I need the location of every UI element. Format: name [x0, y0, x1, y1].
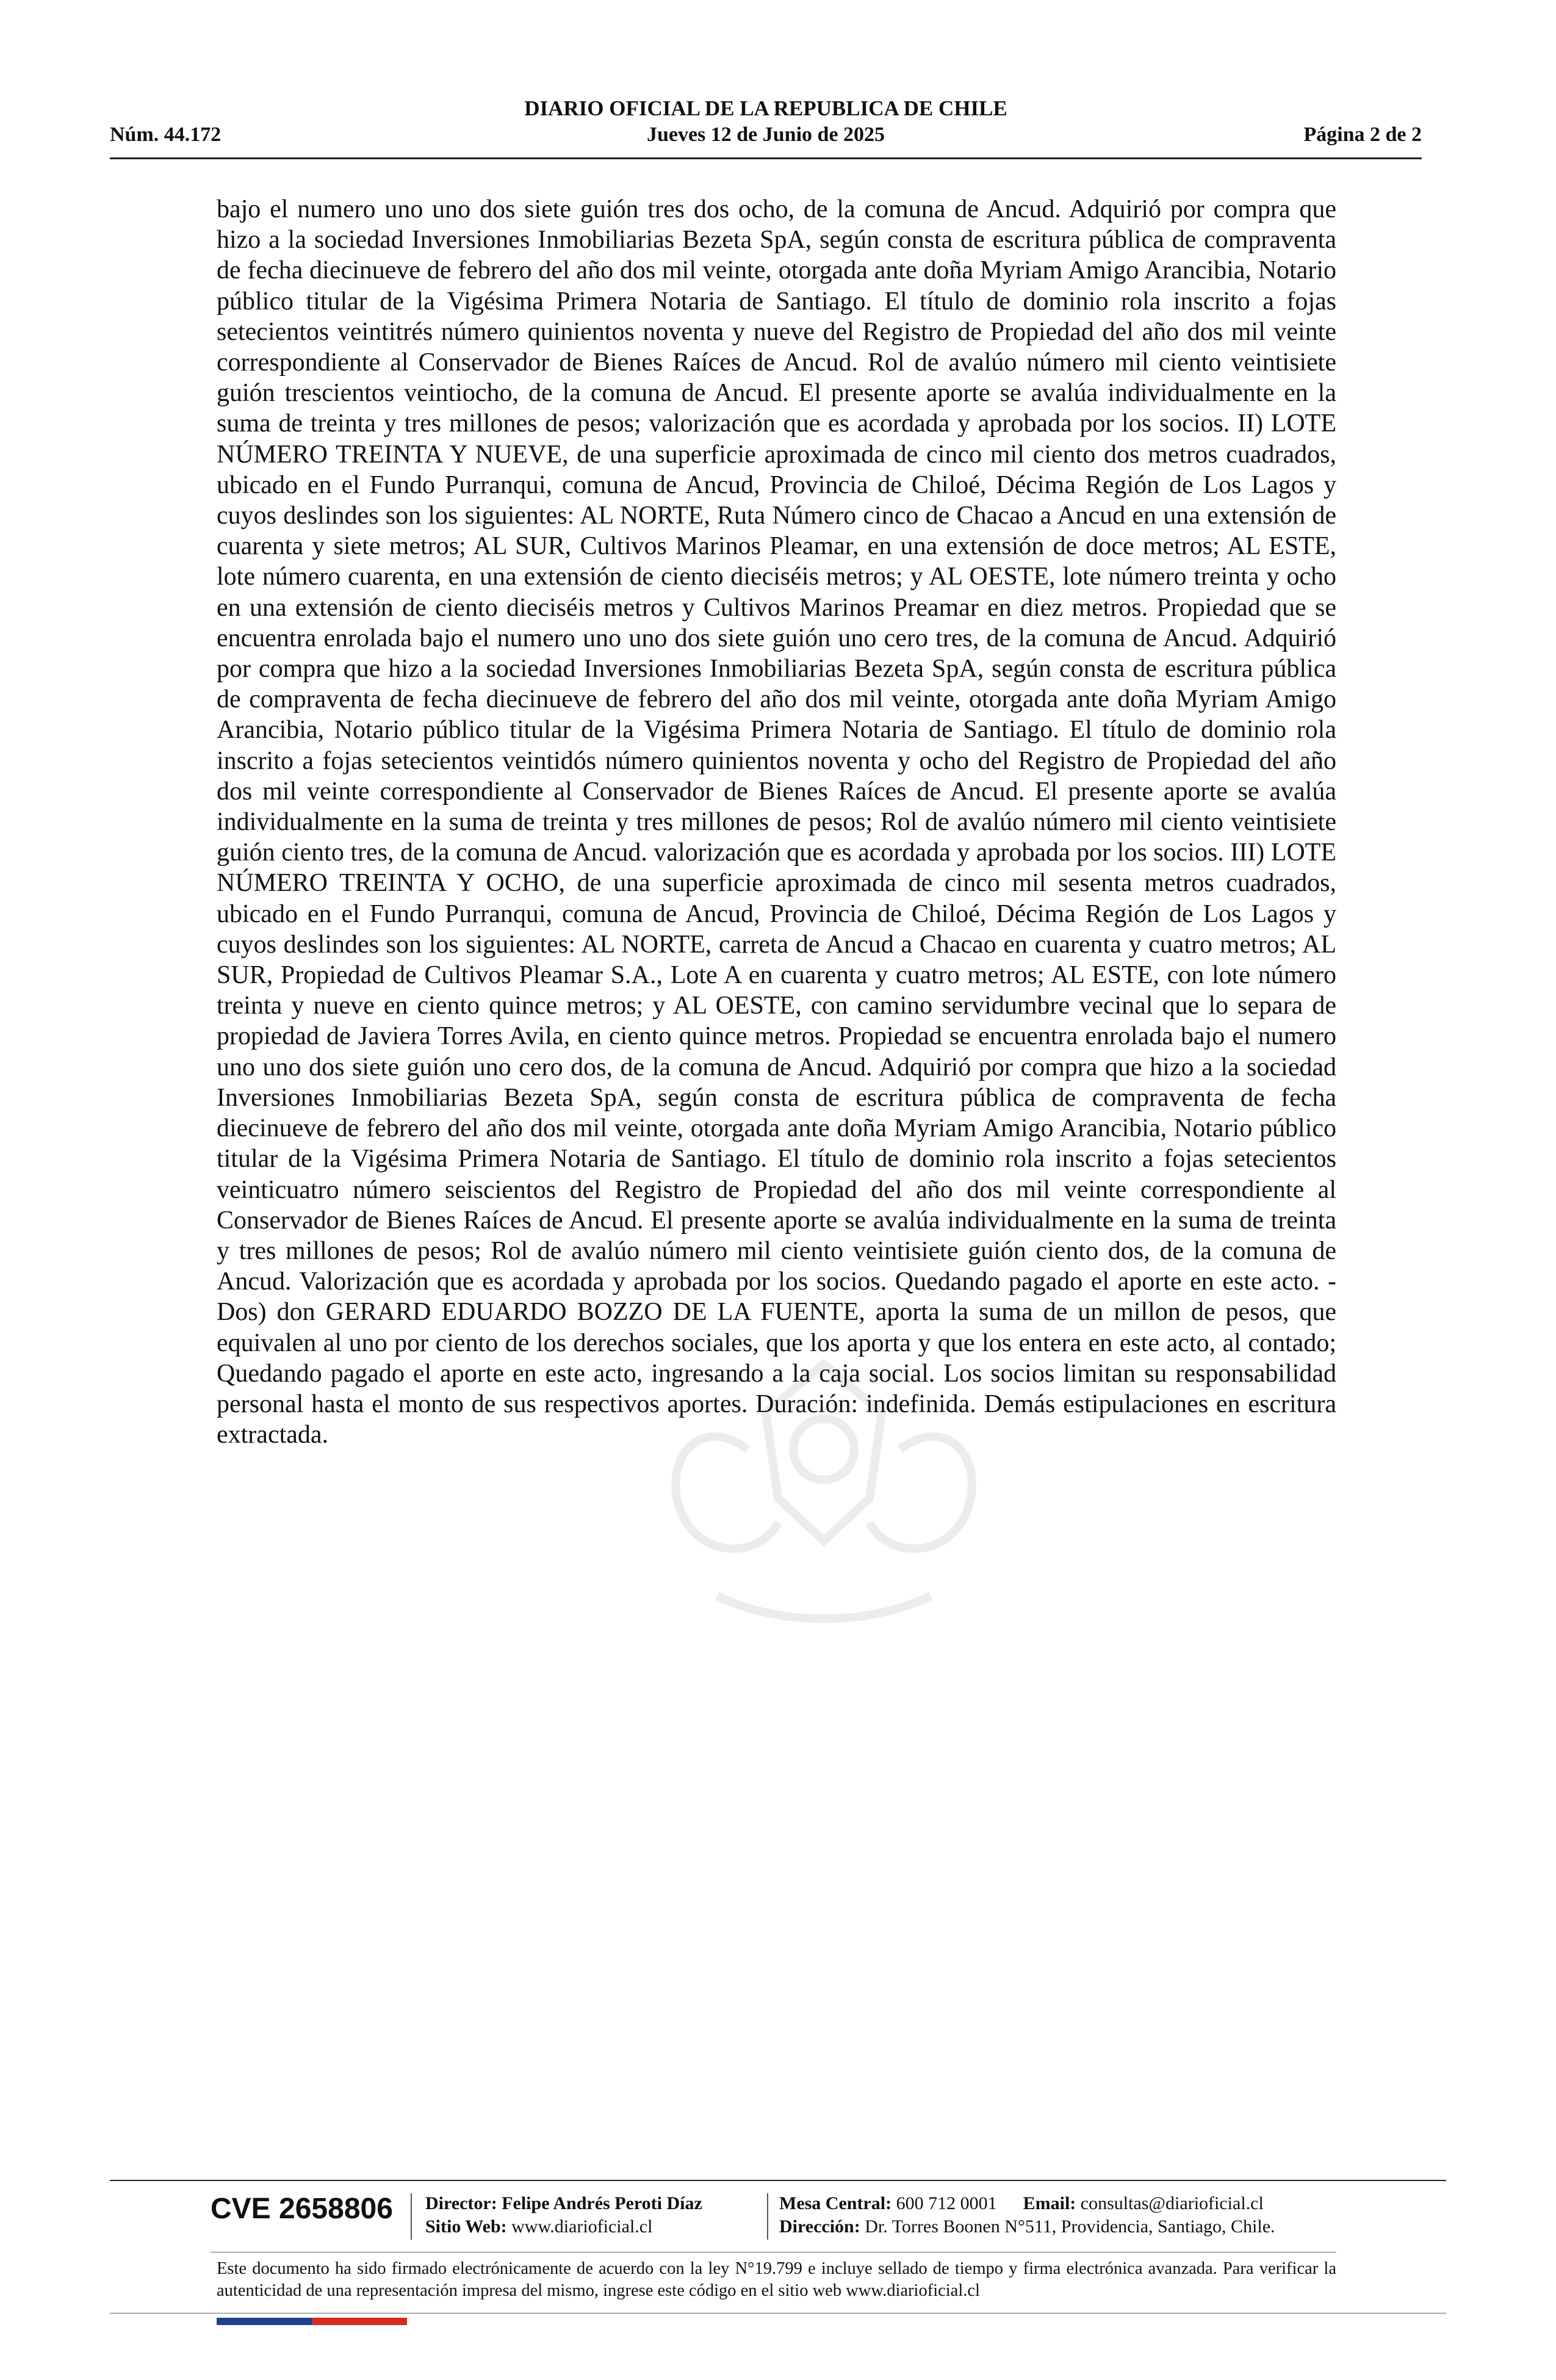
footer-director-block — [425, 2192, 702, 2238]
flag-red-segment — [312, 2318, 407, 2325]
page-indicator: Página 2 de 2 — [1303, 123, 1422, 146]
flag-blue-segment — [217, 2318, 312, 2325]
header-divider — [110, 157, 1422, 159]
document-body: bajo el numero uno uno dos siete guión tres dos ocho, de la comuna de Ancud. Adquirió por compra que hizo a la sociedad Inversiones Inmobiliarias Bezeta SpA, según consta de escritura pública de compraventa de fecha diecinueve de febrero del año dos mil veinte, otorgada ante doña Myriam Amigo Arancibia, Notario público titular de la Vigésima Primera Notaria de Santiago. El título de dominio rola inscrito a fojas setecientos veintitrés número quinientos noventa y nueve del Registro de Propiedad del año dos mil veinte correspondiente al Conservador de Bienes Raíces de Ancud. Rol de avalúo número mil ciento veintisiete guión trescientos veintiocho, de la comuna de Ancud. El presente aporte se avalúa individualmente en la suma de treinta y tres millones de pesos; valorización que es acordada y aprobada por los socios. II) LOTE NÚMERO TREINTA Y NUEVE, de una superficie aproximada de cinco mil ciento dos metros cuadrados, ubicado en el Fundo Purranqui, comuna de Ancud, Provincia de Chiloé, Décima Región de Los Lagos y cuyos deslindes son los siguientes: AL NORTE, Ruta Número cinco de Chacao a Ancud en una extensión de cuarenta y siete metros; AL SUR, Cultivos Marinos Pleamar, en una extensión de doce metros; AL ESTE, lote número cuarenta, en una extensión de ciento dieciséis metros; y AL OESTE, lote número treinta y ocho en una extensión de ciento dieciséis metros y Cultivos Marinos Preamar en diez metros. Propiedad que se encuentra enrolada bajo el numero uno uno dos siete guión uno cero tres, de la comuna de Ancud. Adquirió por compra que hizo a la sociedad Inversiones Inmobiliarias Bezeta SpA, según consta de escritura pública de compraventa de fecha diecinueve de febrero del año dos mil veinte, otorgada ante doña Myriam Amigo Arancibia, Notario público titular de la Vigésima Primera Notaria de Santiago. El título de dominio rola inscrito a fojas setecientos veintidós número quinientos noventa y ocho del Registro de Propiedad del año dos mil veinte correspondiente al Conservador de Bienes Raíces de Ancud. El presente aporte se avalúa individualmente en la suma de treinta y tres millones de pesos; Rol de avalúo número mil ciento veintisiete guión ciento tres, de la comuna de Ancud. valorización que es acordada y aprobada por los socios. III) LOTE NÚMERO TREINTA Y OCHO, de una superficie aproximada de cinco mil sesenta metros cuadrados, ubicado en el Fundo Purranqui, comuna de Ancud, Provincia de Chiloé, Décima Región de Los Lagos y cuyos deslindes son los siguientes: AL NORTE, carreta de Ancud a Chacao en cuarenta y cuatro metros; AL SUR, Propiedad de Cultivos Pleamar S.A., Lote A en cuarenta y cuatro metros; AL ESTE, con lote número treinta y nueve en ciento quince metros; y AL OESTE, con camino servidumbre vecinal que lo separa de propiedad de Javiera Torres Avila, en ciento quince metros. Propiedad se encuentra enrolada bajo el numero uno uno dos siete guión uno cero dos, de la comuna de Ancud. Adquirió por compra que hizo a la sociedad Inversiones Inmobiliarias Bezeta SpA, según consta de escritura pública de compraventa de fecha diecinueve de febrero del año dos mil veinte, otorgada ante doña Myriam Amigo Arancibia, Notario público titular de la Vigésima Primera Notaria de Santiago. El título de dominio rola inscrito a fojas setecientos veinticuatro número seiscientos del Registro de Propiedad del año dos mil veinte correspondiente al Conservador de Bienes Raíces de Ancud. El presente aporte se avalúa individualmente en la suma de treinta y tres millones de pesos; Rol de avalúo número mil ciento veintisiete guión ciento dos, de la comuna de Ancud. Valorización que es acordada y aprobada por los socios. Quedando pagado el aporte en este acto. - Dos) don GERARD EDUARDO BOZZO DE LA FUENTE, aporta la suma de un millon de pesos, que equivalen al uno por ciento de los derechos sociales, que los aporta y que los entera en este acto, al contado; Quedando pagado el aporte en este acto, ingresando a la caja social. Los socios limitan su responsabilidad personal hasta el monto de sus respectivos aportes. Duración: indefinida. Demás estipulaciones en escritura extractada. — [217, 195, 1343, 1449]
page-header — [110, 92, 1422, 159]
issue-number: Núm. 44.172 — [110, 123, 222, 146]
website-link[interactable]: www.diarioficial.cl — [511, 2216, 653, 2237]
director-label: Director: — [425, 2193, 497, 2213]
footer-separator — [767, 2193, 768, 2240]
phone-label: Mesa Central: — [779, 2193, 892, 2213]
email-label: Email: — [1023, 2193, 1076, 2213]
director-name: Felipe Andrés Peroti Díaz — [502, 2193, 702, 2213]
footer-separator — [411, 2193, 412, 2240]
cve-code: CVE 2658806 — [211, 2193, 393, 2225]
address-value: Dr. Torres Boonen N°511, Providencia, Santiago, Chile. — [865, 2216, 1275, 2237]
footer-divider-top — [110, 2180, 1446, 2181]
publication-title: DIARIO OFICIAL DE LA REPUBLICA DE CHILE — [524, 96, 1007, 120]
footer-contact-block — [779, 2192, 1275, 2238]
legal-notice: Este documento ha sido firmado electrónicamente de acuerdo con la ley N°19.799 e incluye sellado de tiempo y firma electrónica avanzada. Para verificar la autenticidad de una representación impresa del mismo, ingrese este código en el sitio web www.diarioficial.cl — [217, 2259, 1336, 2300]
issue-date: Jueves 12 de Junio de 2025 — [646, 123, 885, 146]
email-link[interactable]: consultas@diarioficial.cl — [1080, 2193, 1264, 2213]
phone-value: 600 712 0001 — [896, 2193, 997, 2213]
address-label: Dirección: — [779, 2216, 860, 2237]
website-label: Sitio Web: — [425, 2216, 507, 2237]
chile-flag-stripe — [217, 2318, 407, 2325]
